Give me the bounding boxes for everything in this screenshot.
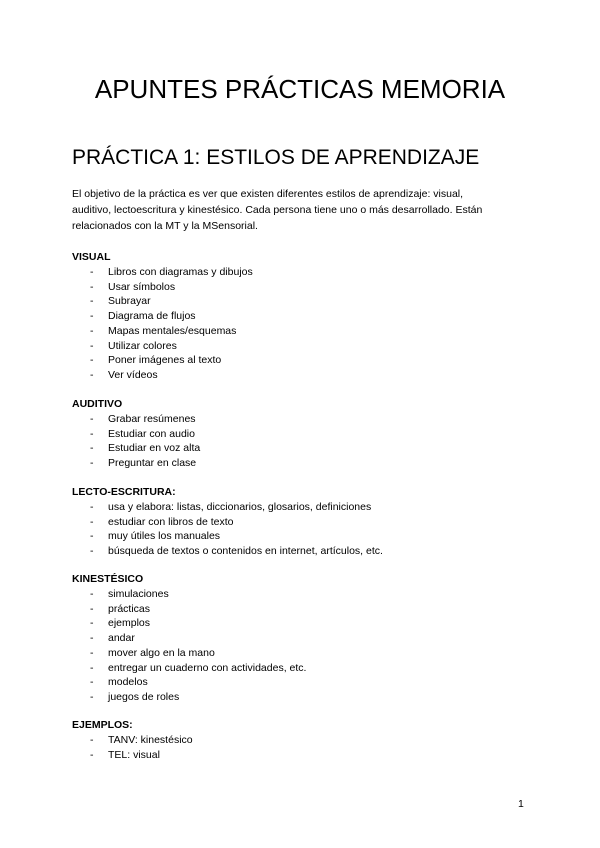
list-item-text: Subrayar <box>108 295 151 308</box>
intro-paragraph <box>72 186 532 234</box>
list-item-text: Utilizar colores <box>108 339 177 352</box>
list-item-text: andar <box>108 632 135 645</box>
bullet-dash: - <box>90 442 94 455</box>
list-item-text: estudiar con libros de texto <box>108 515 234 528</box>
intro-line: auditivo, lectoescritura y kinestésico. Cada persona tiene uno o más desarrollado. Están <box>72 204 483 216</box>
list-item-text: ejemplos <box>108 617 151 630</box>
section-title: PRÁCTICA 1: ESTILOS DE APRENDIZAJE <box>72 146 480 169</box>
bullet-dash: - <box>90 602 94 615</box>
document-title: APUNTES PRÁCTICAS MEMORIA <box>94 74 506 104</box>
list-item-text: simulaciones <box>108 588 169 600</box>
list-item <box>72 661 532 676</box>
bullet-dash: - <box>90 646 94 659</box>
bullet-dash: - <box>90 339 94 352</box>
list-item <box>72 353 532 368</box>
section-heading-auditivo: AUDITIVO <box>72 398 123 410</box>
bullet-dash: - <box>90 427 94 440</box>
list-item-text: Libros con diagramas y dibujos <box>108 266 253 278</box>
section-heading-visual: VISUAL <box>72 251 111 263</box>
list-item <box>72 412 532 427</box>
bullet-dash: - <box>90 354 94 367</box>
list-item-text: Usar símbolos <box>108 280 176 293</box>
bullet-dash: - <box>90 266 94 278</box>
list-item-text: TANV: kinestésico <box>108 734 193 746</box>
list-item <box>72 515 532 530</box>
list-item-text: Grabar resúmenes <box>108 413 196 425</box>
intro-line: relacionados con la MT y la MSensorial. <box>72 220 258 232</box>
bullet-dash: - <box>90 295 94 308</box>
list-item <box>72 280 532 295</box>
list-item-text: prácticas <box>108 602 151 615</box>
section-auditivo <box>72 397 532 471</box>
list-item <box>72 646 532 661</box>
list-item-text: TEL: visual <box>108 748 160 761</box>
list-item <box>72 339 532 354</box>
bullet-dash: - <box>90 457 94 470</box>
list-item <box>72 733 532 748</box>
list-item <box>72 265 532 280</box>
ejemplos-list <box>72 733 532 762</box>
list-item <box>72 631 532 646</box>
list-item-text: entregar un cuaderno con actividades, etc. <box>108 661 307 674</box>
list-item <box>72 675 532 690</box>
bullet-dash: - <box>90 632 94 645</box>
section-lecto-escritura <box>72 485 532 559</box>
bullet-dash: - <box>90 324 94 337</box>
bullet-dash: - <box>90 501 94 513</box>
visual-list <box>72 265 532 383</box>
list-item-text: Mapas mentales/esquemas <box>108 324 237 337</box>
list-item-text: modelos <box>108 676 148 689</box>
list-item <box>72 602 532 617</box>
list-item <box>72 427 532 442</box>
kinestesico-list <box>72 587 532 705</box>
bullet-dash: - <box>90 661 94 674</box>
section-visual <box>72 250 532 383</box>
page-number: 1 <box>518 798 524 810</box>
bullet-dash: - <box>90 310 94 323</box>
list-item <box>72 529 532 544</box>
intro-line: El objetivo de la práctica es ver que existen diferentes estilos de aprendizaje: visual, <box>72 188 464 200</box>
section-kinestesico <box>72 572 532 705</box>
list-item-text: Estudiar en voz alta <box>108 442 201 455</box>
list-item-text: búsqueda de textos o contenidos en internet, artículos, etc. <box>108 545 383 558</box>
list-item-text: Preguntar en clase <box>108 457 197 470</box>
bullet-dash: - <box>90 734 94 746</box>
bullet-dash: - <box>90 515 94 528</box>
list-item-text: Estudiar con audio <box>108 427 195 440</box>
list-item <box>72 324 532 339</box>
bullet-dash: - <box>90 413 94 425</box>
list-item <box>72 616 532 631</box>
section-heading-lecto-escritura: LECTO-ESCRITURA: <box>72 486 176 498</box>
list-item-text: mover algo en la mano <box>108 646 215 659</box>
bullet-dash: - <box>90 748 94 761</box>
list-item <box>72 748 532 763</box>
list-item-text: muy útiles los manuales <box>108 530 221 543</box>
list-item <box>72 587 532 602</box>
auditivo-list <box>72 412 532 471</box>
list-item <box>72 294 532 309</box>
bullet-dash: - <box>90 545 94 558</box>
bullet-dash: - <box>90 530 94 543</box>
bullet-dash: - <box>90 617 94 630</box>
section-ejemplos <box>72 718 532 762</box>
lecto-escritura-list <box>72 500 532 559</box>
list-item <box>72 456 532 471</box>
list-item-text: Diagrama de flujos <box>108 310 196 323</box>
bullet-dash: - <box>90 690 94 703</box>
bullet-dash: - <box>90 368 94 381</box>
bullet-dash: - <box>90 588 94 600</box>
list-item <box>72 690 532 705</box>
bullet-dash: - <box>90 676 94 689</box>
list-item-text: usa y elabora: listas, diccionarios, glosarios, definiciones <box>108 501 372 513</box>
list-item-text: Poner imágenes al texto <box>108 354 222 367</box>
list-item <box>72 368 532 383</box>
bullet-dash: - <box>90 280 94 293</box>
list-item <box>72 544 532 559</box>
list-item <box>72 500 532 515</box>
section-heading-kinestesico: KINESTÉSICO <box>72 573 144 585</box>
section-heading-ejemplos: EJEMPLOS: <box>72 719 133 731</box>
list-item <box>72 441 532 456</box>
list-item-text: Ver vídeos <box>108 368 158 381</box>
list-item-text: juegos de roles <box>108 690 180 703</box>
list-item <box>72 309 532 324</box>
